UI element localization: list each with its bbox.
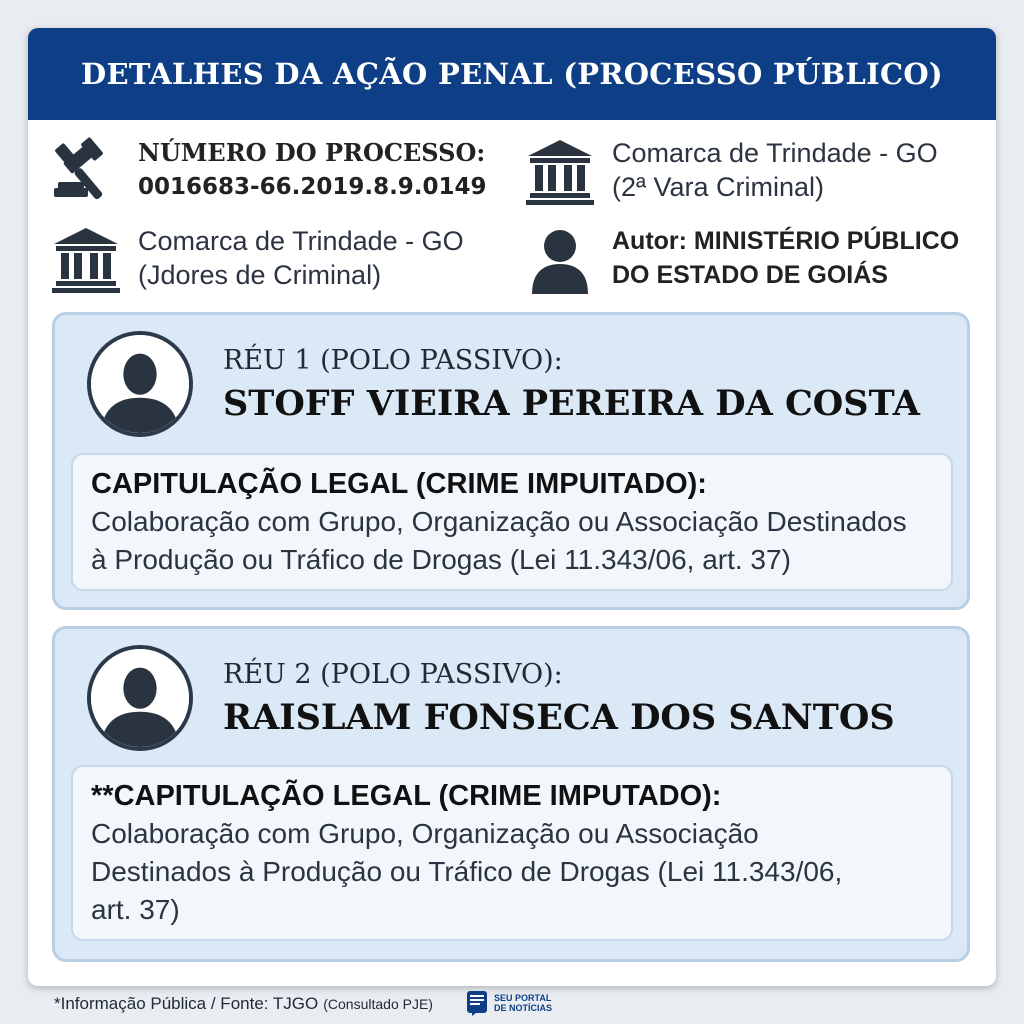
gavel-icon (50, 136, 122, 208)
author-line1: Autor: MINISTÉRIO PÚBLICO (612, 227, 960, 255)
process-number-value: 0016683-66.2019.8.9.0149 (138, 174, 487, 200)
defendant-panel-2 (52, 626, 970, 962)
court2-line1: Comarca de Trindade - GO (138, 226, 464, 256)
person-icon (524, 224, 596, 296)
footer-source (54, 994, 433, 1014)
charge-box (71, 453, 953, 591)
defendant-label: RÉU 2 (POLO PASSIVO): (223, 659, 563, 690)
court-block-2 (50, 224, 464, 296)
avatar-icon (87, 331, 193, 437)
court1-line2: (2ª Vara Criminal) (612, 172, 825, 202)
source-text: *Informação Pública / Fonte: TJGO (54, 994, 319, 1013)
portal-logo (466, 990, 552, 1016)
charge-box (71, 765, 953, 941)
charge-line: Colaboração com Grupo, Organização ou Associação Destinados (91, 506, 907, 537)
court2-line2: (Jdores de Criminal) (138, 260, 382, 290)
defendant-label: RÉU 1 (POLO PASSIVO): (223, 345, 563, 376)
page-title: DETALHES DA AÇÃO PENAL (PROCESSO PÚBLICO) (81, 57, 943, 91)
defendant-name: STOFF VIEIRA PEREIRA DA COSTA (223, 383, 920, 424)
charge-title: CAPITULAÇÃO LEGAL (CRIME IMPUITADO): (91, 468, 707, 500)
author-line2: DO ESTADO DE GOIÁS (612, 261, 888, 289)
courthouse-icon (50, 224, 122, 296)
court-block-1 (524, 136, 938, 208)
charge-line: art. 37) (91, 894, 180, 925)
court1-line1: Comarca de Trindade - GO (612, 138, 938, 168)
process-number-label: NÚMERO DO PROCESSO: (138, 138, 486, 167)
logo-line1: SEU PORTAL (494, 993, 552, 1003)
logo-line2: DE NOTÍCIAS (494, 1003, 553, 1013)
header-banner (28, 28, 996, 120)
process-details-card (28, 28, 996, 986)
author-block (524, 224, 959, 296)
charge-line: Destinados à Produção ou Tráfico de Drogas (Lei 11.343/06, (91, 856, 843, 887)
avatar-icon (87, 645, 193, 751)
courthouse-icon (524, 136, 596, 208)
charge-title: **CAPITULAÇÃO LEGAL (CRIME IMPUTADO): (91, 780, 722, 812)
process-number-block (50, 136, 487, 208)
charge-line: Colaboração com Grupo, Organização ou Associação (91, 818, 759, 849)
source-note: (Consultado PJE) (323, 996, 433, 1012)
charge-line: à Produção ou Tráfico de Drogas (Lei 11.343/06, art. 37) (91, 544, 791, 575)
newspaper-icon (466, 990, 488, 1016)
defendant-panel-1 (52, 312, 970, 610)
defendant-name: RAISLAM FONSECA DOS SANTOS (223, 697, 895, 738)
